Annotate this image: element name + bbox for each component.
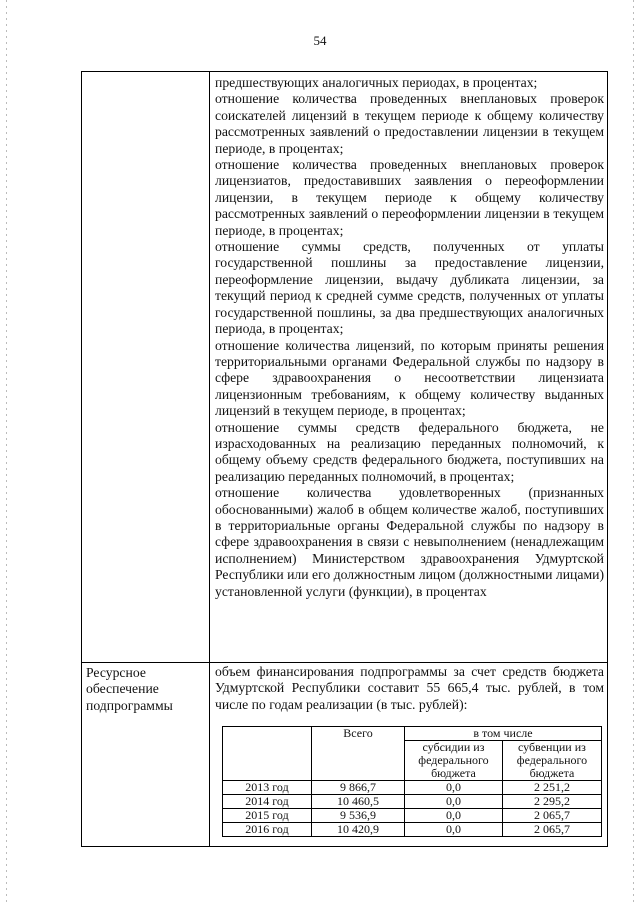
header-subventions: субвенции из федерального бюджета <box>502 741 601 781</box>
paragraph: отношение количества проведенных внеплановых проверок лицензиатов, предоставивших заявления о переоформлении лицензии, в текущем периоде к общему количеству рассмотренных заявлений о переоформлении лицензии в текущем периоде, в процентах; <box>215 157 604 238</box>
cell-subvention: 2 065,7 <box>502 823 601 837</box>
cell-subsidy: 0,0 <box>405 781 503 795</box>
cell-year: 2016 год <box>223 823 312 837</box>
cell-subvention: 2 065,7 <box>502 809 601 823</box>
cell-year: 2015 год <box>223 809 312 823</box>
table-row <box>223 823 602 837</box>
paragraph: предшествующих аналогичных периодах, в процентах; <box>215 75 538 90</box>
indicators-text <box>215 75 604 600</box>
cell-subsidy: 0,0 <box>405 809 503 823</box>
paragraph: отношение суммы средств федерального бюджета, не израсходованных на реализацию переданных полномочий, к общему объему средств федерального бюджета, поступивших на реализацию переданных полномочий, в процентах; <box>215 419 604 484</box>
table-header-row <box>223 727 602 741</box>
header-year <box>223 727 312 781</box>
cell-total: 10 460,5 <box>312 795 405 809</box>
paragraph: отношение суммы средств, полученных от уплаты государственной пошлины за предоставление лицензии, переоформление лицензии, выдачу дубликата лицензии, за текущий период к средней сумме средств, полученных от уплаты государственной пошлины, за два предшествующих аналогичных периода, в процентах; <box>215 239 604 337</box>
table-row <box>223 795 602 809</box>
paragraph: отношение количества проведенных внеплановых проверок соискателей лицензий в текущем периоде к общему количеству рассмотренных заявлений о предоставлении лицензии в текущем периоде, в процентах; <box>215 91 604 156</box>
cell-subsidy: 0,0 <box>405 823 503 837</box>
row-divider <box>82 662 607 663</box>
cell-total: 9 536,9 <box>312 809 405 823</box>
cell-subvention: 2 251,2 <box>502 781 601 795</box>
paragraph: отношение количества удовлетворенных (признанных обоснованными) жалоб в общем количестве жалоб, поступивших в территориальные органы Федеральной службы по надзору в сфере здравоохранения в связи с невыполнением (ненадлежащим исполнением) Министерством здравоохранения Удмуртской Республики или его должностным лицом (должностными лицами) установленной услуги (функции), в процентах <box>215 485 604 599</box>
document-table <box>81 71 608 847</box>
column-divider <box>209 72 210 846</box>
resource-text: объем финансирования подпрограммы за счет средств бюджета Удмуртской Республики составит 55 665,4 тыс. рублей, в том числе по годам реализации (в тыс. рублей): <box>215 664 604 712</box>
header-total: Всего <box>312 727 405 781</box>
cell-year: 2013 год <box>223 781 312 795</box>
cell-subsidy: 0,0 <box>405 795 503 809</box>
table-row <box>223 809 602 823</box>
cell-total: 9 866,7 <box>312 781 405 795</box>
paragraph: отношение количества лицензий, по которым приняты решения территориальными органами Федеральной службы по надзору в сфере здравоохранения о несоответствии лицензиата лицензионным требованиям, к общему количеству выданных лицензий в текущем периоде, в процентах; <box>215 337 604 419</box>
scan-edge-left <box>6 0 7 905</box>
resource-label: Ресурсное обеспечение подпрограммы <box>86 665 173 713</box>
scan-edge-right <box>633 0 634 905</box>
cell-subvention: 2 295,2 <box>502 795 601 809</box>
cell-year: 2014 год <box>223 795 312 809</box>
cell-total: 10 420,9 <box>312 823 405 837</box>
page-number: 54 <box>313 33 327 48</box>
table-row <box>223 781 602 795</box>
header-including: в том числе <box>405 727 602 741</box>
header-subsidies: субсидии из федерального бюджета <box>405 741 503 781</box>
financing-table <box>222 726 602 837</box>
